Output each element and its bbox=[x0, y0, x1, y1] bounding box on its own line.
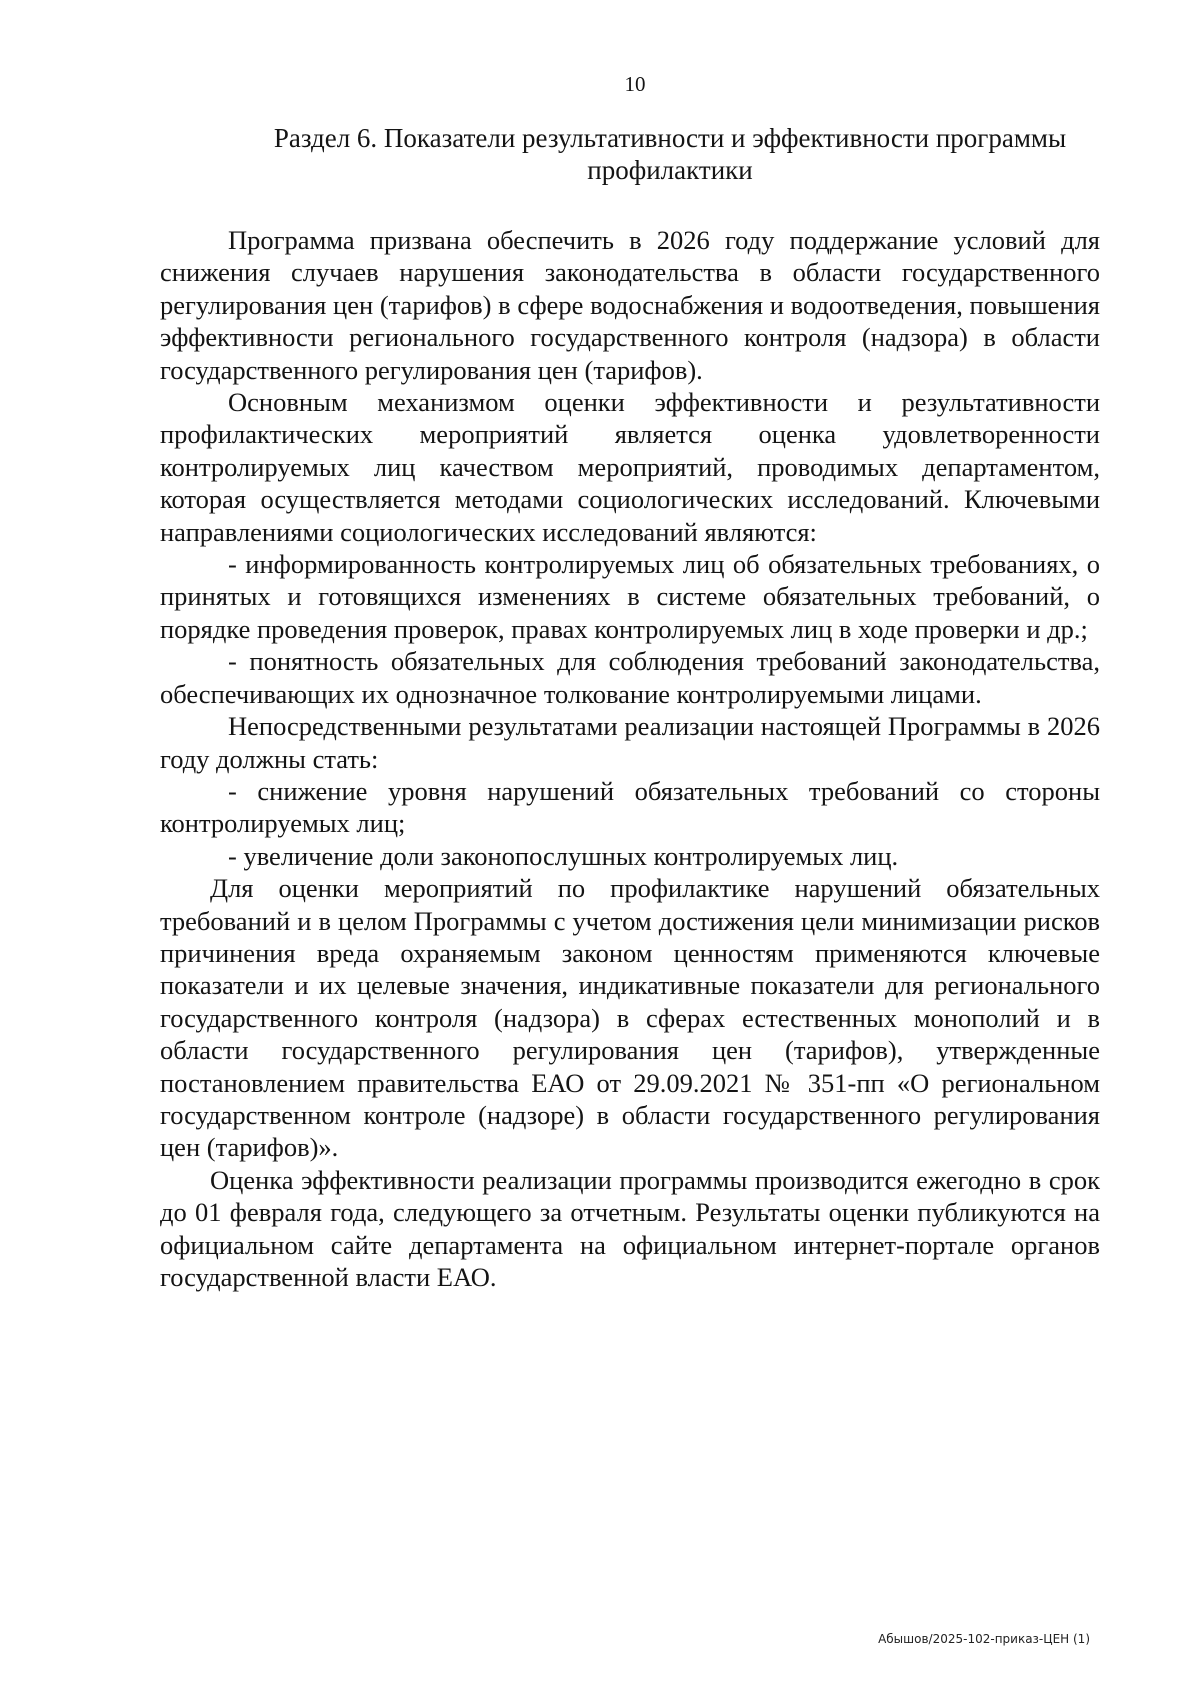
section-heading: Раздел 6. Показатели результативности и эффективности программы профилактики bbox=[273, 123, 1067, 185]
document-code: Абышов/2025-102-приказ-ЦЕН (1) bbox=[878, 1632, 1090, 1646]
directions-intro: Ключевыми направлениями социологических исследований являются: bbox=[160, 484, 1100, 547]
paragraph-evaluation-mechanism bbox=[160, 386, 1100, 548]
paragraph-direct-results: Непосредственными результатами реализации настоящей Программы в 2026 году должны стать: bbox=[160, 711, 1100, 774]
list-item-increase: - увеличение доли законопослушных контролируемых лиц. bbox=[228, 840, 899, 871]
evaluation-mechanism-text: Основным механизмом оценки эффективности и результативности профилактических мероприятий является оценка удовлетворенности контролируемых лиц качеством мероприятий, проводимых департаментом, которая осуществляется методами социологических исследований. bbox=[160, 387, 1100, 515]
paragraph-indicators: Для оценки мероприятий по профилактике нарушений обязательных требований и в целом Программы с учетом достижения цели минимизации рисков причинения вреда охраняемым законом ценностям применяются ключевые показатели и их целевые значения, индикативные показатели для регионального государственного контроля (надзора) в сферах естественных монополий и в области государственного регулирования цен (тарифов), утвержденные постановлением правительства ЕАО от 29.09.2021 № 351-пп «О региональном государственном контроле (надзоре) в области государственного регулирования цен (тарифов)». bbox=[160, 873, 1100, 1163]
paragraph-assessment: Оценка эффективности реализации программы производится ежегодно в срок до 01 февраля года, следующего за отчетным. Результаты оценки публикуются на официальном сайте департамента на официальном интернет-портале органов государственной власти ЕАО. bbox=[160, 1164, 1100, 1292]
list-item-awareness: - информированность контролируемых лиц об обязательных требованиях, о принятых и готовящихся изменениях в системе обязательных требований, о порядке проведения проверок, правах контролируемых лиц в ходе проверки и др.; bbox=[160, 549, 1100, 644]
page-number: 10 bbox=[624, 72, 646, 96]
list-item-clarity: - понятность обязательных для соблюдения требований законодательства, обеспечивающих их однозначное толкование контролируемыми лицами. bbox=[160, 646, 1100, 709]
list-item-reduction: - снижение уровня нарушений обязательных требований со стороны контролируемых лиц; bbox=[160, 775, 1100, 839]
paragraph-program-purpose: Программа призвана обеспечить в 2026 году поддержание условий для снижения случаев нарушения законодательства в области государственного регулирования цен (тарифов) в сфере водоснабжения и водоотведения, повышения эффективности регионального государственного контроля (надзора) в области государственного регулирования цен (тарифов). bbox=[160, 225, 1100, 385]
document-body bbox=[160, 224, 1100, 1293]
